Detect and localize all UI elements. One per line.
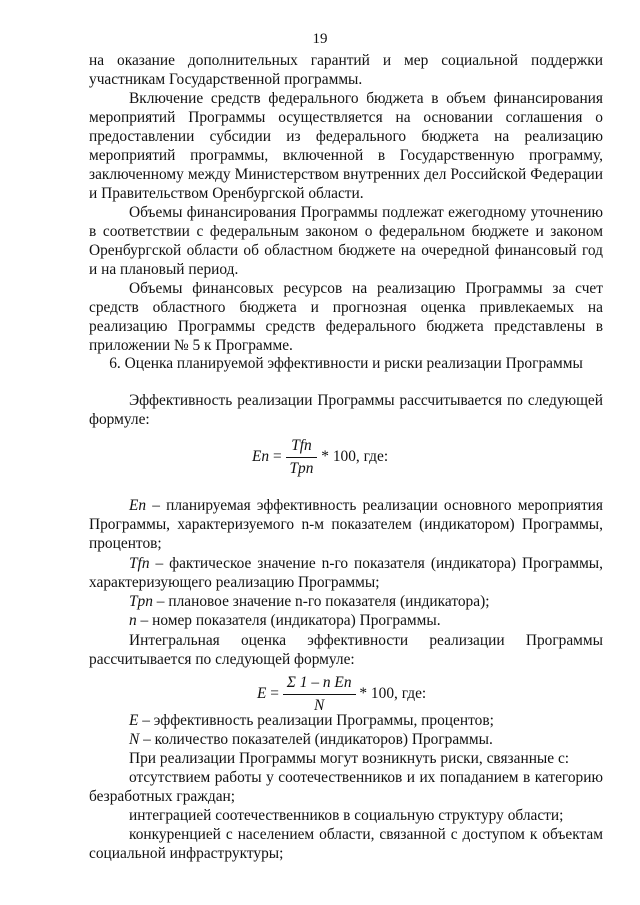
paragraph-efficiency-formula-intro: Эффективность реализации Программы рассчитывается по следующей формуле: — [89, 392, 603, 428]
formula-en-fraction — [286, 437, 318, 478]
definition-en-symbol: En — [129, 497, 147, 514]
formula-e-fraction — [283, 674, 356, 715]
formula-en-denominator: Tpn — [286, 457, 318, 478]
formula-en-equals: = — [269, 448, 286, 466]
definition-en — [89, 496, 603, 553]
formula-e — [257, 674, 426, 715]
definition-tpn-symbol: Tpn — [129, 593, 153, 610]
paragraph-financial-resources: Объемы финансовых ресурсов на реализацию Программы за счет средств областного бюджета и прогнозная оценка привлекаемых на реализацию Программы средств федерального бюджета представлены в приложении № 5 к Программе. — [89, 280, 603, 354]
definition-en-text: – планируемая эффективность реализации основного мероприятия Программы, характеризуемого n-м показателем (индикатором) Программы, процентов; — [89, 497, 603, 552]
definition-e-symbol: E — [129, 712, 139, 729]
definition-tfn-symbol: Tfn — [129, 555, 150, 572]
risks-intro: При реализации Программы могут возникнуть риски, связанные с: — [129, 750, 570, 767]
paragraph-continuation: на оказание дополнительных гарантий и мер социальной поддержки участникам Государственной программы. — [89, 52, 603, 88]
page-number: 19 — [312, 31, 328, 47]
formula-e-lhs: E — [257, 685, 267, 703]
definition-n-index-symbol: n — [129, 612, 137, 629]
formula-en-lhs: En — [252, 448, 270, 466]
definition-n-index — [89, 611, 603, 630]
definition-tpn — [89, 592, 603, 611]
formula-en-tail: * 100, где: — [317, 448, 389, 466]
paragraph-federal-budget: Включение средств федерального бюджета в объем финансирования мероприятий Программы осуществляется на основании соглашения о предоставлении субсидии из федерального бюджета на реализацию мероприятий программы, включенной в Государственную программу, заключенному между Министерством внутренних дел Российской Федерации и Правительством Оренбургской области. — [89, 90, 603, 202]
definition-tfn-text: – фактическое значение n-го показателя (индикатора) Программы, характеризующего реализацию Программы; — [89, 555, 603, 591]
definition-e — [89, 711, 603, 730]
definition-tpn-text: – плановое значение n-го показателя (индикатора); — [152, 593, 490, 610]
definition-n-count-symbol: N — [129, 731, 140, 748]
formula-en-numerator: Tfn — [291, 437, 312, 454]
formula-en — [252, 437, 388, 478]
formula-e-denominator: N — [283, 694, 356, 715]
definition-n-count-text: – количество показателей (индикаторов) Программы. — [139, 731, 493, 748]
paragraph-financing-volumes: Объемы финансирования Программы подлежат ежегодному уточнению в соответствии с федеральным законом о федеральном бюджете и законом Оренбургской области об областном бюджете на очередной финансовый год и на плановый период. — [89, 204, 603, 278]
definition-n-count — [89, 730, 603, 749]
definition-e-text: – эффективность реализации Программы, процентов; — [138, 712, 494, 729]
risk-item-competition: конкуренцией с населением области, связанной с доступом к объектам социальной инфраструктуры; — [89, 826, 603, 862]
formula-e-equals: = — [266, 685, 283, 703]
definition-tfn — [89, 554, 603, 592]
formula-e-numerator: Σ 1 – n En — [286, 674, 352, 691]
section-heading: 6. Оценка планируемой эффективности и риски реализации Программы — [109, 355, 583, 372]
definition-n-index-text: – номер показателя (индикатора) Программы. — [136, 612, 441, 629]
risk-item-integration: интеграцией соотечественников в социальную структуру области; — [129, 807, 564, 824]
risk-item-unemployment: отсутствием работы у соотечественников и их попаданием в категорию безработных граждан; — [89, 769, 603, 805]
paragraph-integral-assessment: Интегральная оценка эффективности реализации Программы рассчитывается по следующей формуле: — [89, 632, 603, 668]
formula-e-tail: * 100, где: — [355, 685, 427, 703]
